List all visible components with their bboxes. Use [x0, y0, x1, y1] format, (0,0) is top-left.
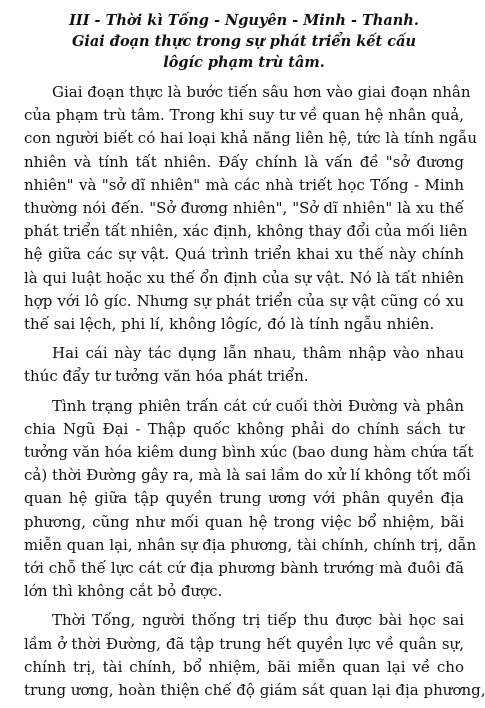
text-line: của phạm trù tâm. Trong khi suy tư về quan hệ nhân quả, [24, 106, 464, 125]
text-line: Hai cái này tác dụng lẫn nhau, thâm nhập vào nhau [52, 344, 464, 363]
text-line: cả) thời Đường gây ra, mà là sai lầm do xử lí không tốt mối [24, 466, 471, 485]
book-page [24, 10, 485, 708]
text-line: hệ giữa các sự vật. Quá trình triển khai xu thế này chính [24, 245, 464, 264]
heading-line: Giai đoạn thực trong sự phát triển kết cấu [71, 33, 417, 50]
paragraph [24, 342, 464, 388]
text-line: con người biết có hai loại khả năng liên hệ, tức là tính ngẫu [24, 129, 477, 148]
paragraph [24, 395, 477, 604]
paragraph [24, 81, 477, 336]
text-line: thường nói đến. "Sở đương nhiên", "Sở dĩ nhiên" là xu thế [24, 199, 464, 218]
text-line: nhiên và tính tất nhiên. Đấy chính là vấn đề "sở đương [24, 152, 464, 171]
text-line: phương, cũng như mối quan hệ trong việc bổ nhiệm, bãi [24, 512, 464, 531]
text-line: trung ương, hoàn thiện chế độ giám sát quan lại địa phương, [24, 681, 485, 700]
text-line: tới chỗ thế lực cát cứ địa phương bành trướng mà đuôi đã [24, 559, 464, 578]
section-heading [24, 10, 464, 73]
text-line: là qui luật hoặc xu thế ổn định của sự vật. Nó là tất nhiên [24, 268, 464, 287]
text-line: Giai đoạn thực là bước tiến sâu hơn vào giai đoạn nhân [52, 83, 471, 101]
text-line: Tình trạng phiên trấn cát cứ cuối thời Đường và phân [52, 396, 464, 415]
text-line: lầm ở thời Đường, đã tập trung hết quyền lực về quân sự, [24, 634, 464, 653]
text-line: thế sai lệch, phi lí, không lôgíc, đó là tính ngẫu nhiên. [24, 315, 435, 334]
text-line: thúc đẩy tư tưởng văn hóa phát triển. [24, 367, 309, 386]
text-line: phát triển tất nhiên, xác định, không thay đổi của mối liên [24, 222, 468, 241]
text-line: miễn quan lại, nhân sự địa phương, tài chính, chính trị, dẫn [24, 535, 477, 554]
text-line: chia Ngũ Đại - Thập quốc không phải do chính sách tư [24, 419, 464, 438]
paragraph [24, 609, 485, 702]
text-line: quan hệ giữa tập quyền trung ương với phân quyền địa [24, 489, 464, 508]
text-line: chính trị, tài chính, bổ nhiệm, bãi miễn quan lại về cho [24, 657, 464, 676]
text-line: lớn thì không cắt bỏ được. [24, 582, 223, 601]
text-line: nhiên" và "sở dĩ nhiên" mà các nhà triết học Tống - Minh [24, 175, 464, 194]
text-line: tưởng văn hóa kiêm dung bình xúc (bao dung hàm chứa tất [24, 443, 474, 462]
heading-line: lôgíc phạm trù tâm. [163, 54, 325, 71]
text-line: Thời Tống, người thống trị tiếp thu được bài học sai [52, 611, 464, 630]
text-line: hợp với lô gíc. Nhưng sự phát triển của sự vật cũng có xu [24, 291, 464, 310]
heading-line: III - Thời kì Tống - Nguyên - Minh - Thanh. [69, 12, 419, 29]
